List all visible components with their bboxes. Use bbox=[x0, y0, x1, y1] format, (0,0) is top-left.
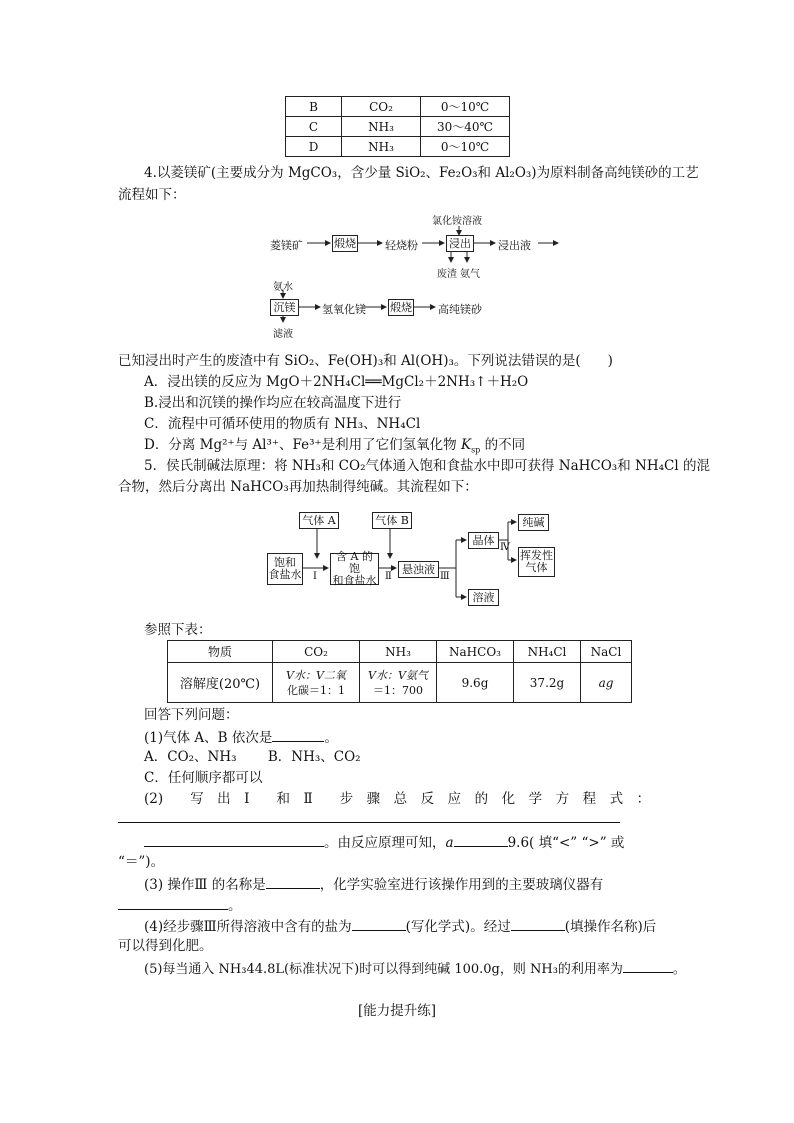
text: ，化学实验室进行该操作用到的主要玻璃仪器有 bbox=[319, 877, 604, 893]
answer-blank[interactable] bbox=[511, 916, 565, 931]
text: (5)每当通入 NH₃44.8L(标准状况下)时可以得到纯碱 100.0g，则 NH₃的利用率为 bbox=[144, 962, 623, 977]
text: D．分离 Mg²⁺与 Al³⁺、Fe³⁺是利用了它们氢氧化物 bbox=[144, 437, 457, 453]
cell: D bbox=[286, 137, 342, 157]
table-row bbox=[168, 663, 632, 703]
node-raw-ore: 菱镁矿 bbox=[270, 239, 303, 252]
step-4: Ⅳ bbox=[500, 542, 510, 553]
table-header-row bbox=[168, 641, 632, 663]
cell: 溶解度(20℃) bbox=[168, 663, 273, 703]
node-calcine-2: 煅烧 bbox=[388, 299, 414, 316]
node-calcine-1: 煅烧 bbox=[332, 235, 358, 252]
answer-blank[interactable] bbox=[352, 916, 406, 931]
node-hydroxide: 氢氧化镁 bbox=[322, 303, 366, 316]
node-crystal: 晶体 bbox=[468, 532, 499, 549]
q5-part3-end bbox=[118, 895, 242, 915]
text: V水：V二氧 bbox=[286, 668, 346, 682]
cell: ag bbox=[581, 663, 632, 703]
q5-part2b bbox=[144, 832, 624, 852]
header-cell: NaCl bbox=[581, 641, 632, 663]
node-suspension: 悬浊液 bbox=[398, 561, 439, 578]
text: ＝1：700 bbox=[373, 683, 423, 697]
node-brine bbox=[267, 553, 303, 585]
text: 和食盐水 bbox=[332, 574, 377, 587]
q5-answer-intro: 回答下列问题： bbox=[144, 707, 239, 723]
text: 化碳＝1：1 bbox=[287, 683, 345, 697]
header-cell: NH₄Cl bbox=[514, 641, 581, 663]
q5-part5 bbox=[144, 958, 686, 979]
node-volatile-gas bbox=[518, 547, 555, 577]
header-cell: NH₃ bbox=[360, 641, 437, 663]
node-leach: 浸出 bbox=[446, 235, 474, 252]
node-leach-liquid: 浸出液 bbox=[498, 239, 531, 252]
node-gas-a: 气体 A bbox=[299, 512, 339, 529]
text: 气体 bbox=[525, 561, 548, 574]
cell: NH₃ bbox=[342, 117, 421, 137]
q4-stem: 已知浸出时产生的废渣中有 SiO₂、Fe(OH)₃和 Al(OH)₃。下列说法错误的是( ) bbox=[118, 353, 613, 369]
text: (填操作名称)后 bbox=[564, 919, 657, 935]
q5-ref: 参照下表： bbox=[144, 622, 212, 638]
text: (3) 操作Ⅲ 的名称是 bbox=[144, 877, 266, 893]
q5-part4 bbox=[144, 916, 656, 936]
node-precipitate: 沉镁 bbox=[270, 299, 299, 316]
section-footer: [能力提升练] bbox=[357, 1003, 437, 1019]
text: 。 bbox=[228, 898, 242, 914]
cell: CO₂ bbox=[342, 97, 421, 117]
node-residue: 废渣 bbox=[437, 269, 457, 280]
text: 挥发性 bbox=[520, 549, 553, 562]
q5-part4-end: 可以得到化肥。 bbox=[118, 938, 213, 954]
node-solution: 溶液 bbox=[468, 589, 499, 606]
node-mixture bbox=[330, 550, 379, 587]
q4-option-c: C．流程中可循环使用的物质有 NH₃、NH₄Cl bbox=[144, 416, 421, 432]
cell: 30～40℃ bbox=[421, 117, 510, 137]
cell: 0～10℃ bbox=[421, 97, 510, 117]
cell: NH₃ bbox=[342, 137, 421, 157]
text: V水：V氨气 bbox=[368, 668, 428, 682]
node-ammonia-water: 氨水 bbox=[273, 282, 293, 293]
q5-part3 bbox=[144, 874, 603, 894]
node-ammonia-gas: 氨气 bbox=[460, 269, 480, 280]
text: 的不同 bbox=[484, 437, 526, 453]
q4-option-b: B.浸出和沉镁的操作均应在较高温度下进行 bbox=[144, 395, 402, 411]
text: 。 bbox=[324, 730, 338, 746]
text: K bbox=[460, 437, 472, 453]
cell: 0～10℃ bbox=[421, 137, 510, 157]
text: 饱和 bbox=[274, 556, 296, 569]
header-cell: CO₂ bbox=[273, 641, 360, 663]
text: (写化学式)。经过 bbox=[405, 919, 511, 935]
q5-part1 bbox=[144, 727, 338, 747]
q4-line1: 4.以菱镁矿(主要成分为 MgCO₃，含少量 SiO₂、Fe₂O₃和 Al₂O₃)为原料制备高纯镁砂的工艺 bbox=[144, 165, 699, 181]
node-gas-b: 气体 B bbox=[372, 512, 412, 529]
text: 。由反应原理可知， bbox=[324, 835, 446, 851]
node-soda: 纯碱 bbox=[518, 514, 549, 531]
text: 9.6( 填“<” “>” 或 bbox=[507, 835, 625, 851]
cell: C bbox=[286, 117, 342, 137]
step-3: Ⅲ bbox=[440, 571, 450, 582]
q5-part2: (2) 写 出 Ⅰ 和 Ⅱ 步 骤 总 反 应 的 化 学 方 程 式 ： bbox=[144, 791, 651, 807]
node-light-powder: 轻烧粉 bbox=[385, 239, 418, 252]
text: (4)经步骤Ⅲ所得溶液中含有的盐为 bbox=[144, 919, 352, 935]
answer-blank-line[interactable] bbox=[118, 822, 620, 823]
text: 食盐水 bbox=[268, 568, 302, 581]
header-cell: 物质 bbox=[168, 641, 273, 663]
answer-blank[interactable] bbox=[272, 727, 324, 742]
answer-blank[interactable] bbox=[144, 832, 324, 847]
solubility-table bbox=[167, 640, 632, 703]
cell: 37.2g bbox=[514, 663, 581, 703]
answer-blank[interactable] bbox=[623, 958, 673, 973]
header-cell: NaHCO₃ bbox=[437, 641, 514, 663]
q5-part2c: “＝”)。 bbox=[118, 854, 165, 870]
text: (1)气体 A、B 依次是 bbox=[144, 730, 273, 746]
q5-line2: 合物，然后分离出 NaHCO₃再加热制得纯碱。其流程如下： bbox=[118, 479, 478, 495]
cell bbox=[360, 663, 437, 703]
cell: 9.6g bbox=[437, 663, 514, 703]
answer-blank[interactable] bbox=[118, 895, 228, 910]
text: 。 bbox=[672, 962, 686, 977]
cell bbox=[273, 663, 360, 703]
q5-line1: 5．侯氏制碱法原理：将 NH₃和 CO₂气体通入饱和食盐水中即可获得 NaHCO₃和 NH₄Cl 的混 bbox=[144, 458, 710, 474]
step-1: Ⅰ bbox=[313, 571, 317, 582]
cell: B bbox=[286, 97, 342, 117]
text: 含 A 的饱 bbox=[336, 550, 373, 575]
text: sp bbox=[471, 445, 481, 455]
node-product: 高纯镁砂 bbox=[438, 303, 482, 316]
q4-line2: 流程如下： bbox=[118, 187, 186, 203]
q5-part1-options-ab: A．CO₂、NH₃ B．NH₃、CO₂ bbox=[144, 749, 361, 765]
q5-part1-option-c: C．任何顺序都可以 bbox=[144, 770, 263, 786]
q4-option-a: A．浸出镁的反应为 MgO＋2NH₄Cl══MgCl₂＋2NH₃↑＋H₂O bbox=[144, 374, 529, 390]
answer-blank[interactable] bbox=[266, 874, 320, 889]
node-ammonium-chloride: 氯化铵溶液 bbox=[432, 216, 482, 227]
text: a bbox=[445, 835, 454, 851]
step-2: Ⅱ bbox=[385, 571, 392, 582]
answer-blank[interactable] bbox=[454, 832, 508, 847]
node-filtrate: 滤液 bbox=[273, 329, 293, 340]
